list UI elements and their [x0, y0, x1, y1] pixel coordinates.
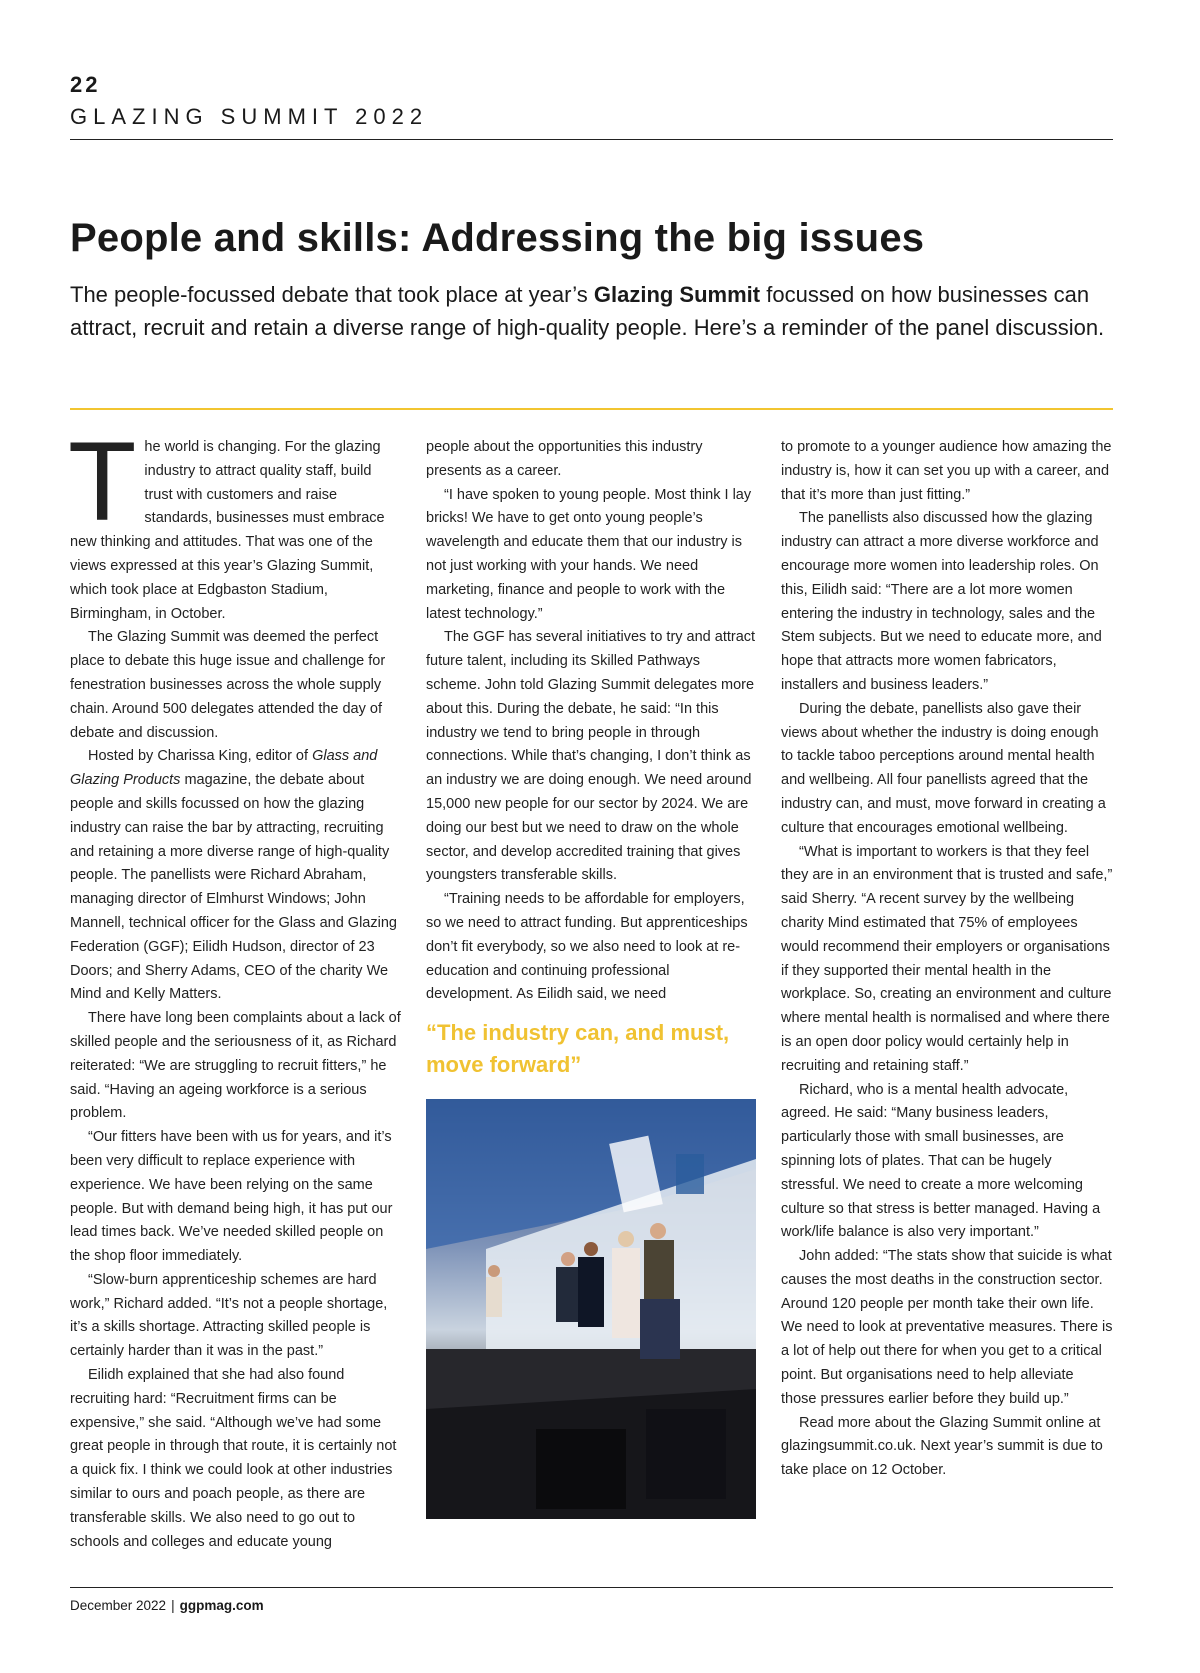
paragraph: The GGF has several initiatives to try and attract future talent, including its Skilled Pathways scheme. John told Glazing Summit delegates more about this. During the debate, he said: “In this industry we tend to bring people in through connections. While that’s changing, I don’t think as an industry we are doing enough. We need around 15,000 new people for our sector by 2024. We are doing our best but we need to draw on the whole sector, and develop accredited training that gives youngsters transferable skills. — [426, 629, 756, 884]
paragraph: Richard, who is a mental health advocate, agreed. He said: “Many business leaders, particularly those with small businesses, are spinning lots of plates. That can be hugely stressful. We need to create a more welcoming culture so that stress is better managed. Having a work/life balance is also very important.” — [781, 1081, 1101, 1241]
footer-divider — [70, 1587, 1113, 1588]
paragraph: “I have spoken to young people. Most think I lay bricks! We have to get onto young people’s wavelength and educate them that our industry is not just working with your hands. We need marketing, finance and people to work with the latest technology.” — [426, 486, 752, 622]
paragraph-text: he world is changing. For the glazing industry to attract quality staff, build trust with customers and raise standards, businesses must embrace new thinking and attitudes. That was one of the views expressed at this year’s Glazing Summit, which took place at Edgbaston Stadium, Birmingham, in October. — [70, 439, 385, 622]
paragraph — [68, 419, 402, 626]
section-title: GLAZING SUMMIT 2022 — [70, 104, 429, 129]
standfirst-text-end: focussed on how businesses can attract, recruit and retain a diverse range of high-quality people. Here’s a reminder of the panel discussion. — [70, 282, 1105, 340]
paragraph-text: magazine, the debate about people and skills focussed on how the glazing industry can raise the bar by attracting, recruiting and retaining a more diverse range of high-quality people. The panellists were Richard Abraham, managing director of Elmhurst Windows; John Mannell, technical officer for the Glass and Glazing Federation (GGF); Eilidh Hudson, director of 23 Doors; and Sherry Adams, CEO of the charity We Mind and Kelly Matters. — [70, 772, 397, 1003]
paragraph: “Our fitters have been with us for years, and it’s been very difficult to replace experience with experience. We have been relying on the same people. But with demand being high, it has put our lead times back. We’ve needed skilled people on the shop floor immediately. — [70, 1129, 393, 1265]
paragraph: During the debate, panellists also gave their views about whether the industry is doing enough to tackle taboo perceptions around mental health and wellbeing. All four panellists agreed that the industry can, and must, move forward in creating a culture that encourages emotional wellbeing. — [781, 700, 1106, 836]
paragraph: people about the opportunities this industry presents as a career. — [426, 439, 703, 479]
footer-separator: | — [171, 1598, 175, 1613]
standfirst-text: The people-focussed debate that took place at year’s — [70, 282, 594, 307]
paragraph: “What is important to workers is that they feel they are in an environment that is trusted and safe,” said Sherry. “A recent survey by the wellbeing charity Mind estimated that 75% of employees would recommend their employers or organisations if they supported their mental health in the workplace. So, creating an environment and culture where mental health is normalised and where there is an open door policy would certainly help in recruiting and retaining staff.” — [781, 843, 1113, 1074]
paragraph: “Training needs to be affordable for employers, so we need to attract funding. But apprenticeships don’t fit everybody, so we also need to look at re-education and continuing professional development. As Eilidh said, we need — [426, 891, 748, 1003]
paragraph: to promote to a younger audience how amazing the industry is, how it can set you up with a career, and that it’s more than just fitting.” — [781, 439, 1112, 503]
footer-date: December 2022 — [70, 1598, 167, 1613]
header-divider — [70, 139, 1113, 140]
pull-quote: “The industry can, and must, move forward” — [426, 1020, 730, 1078]
paragraph: The Glazing Summit was deemed the perfect place to debate this huge issue and challenge for fenestration businesses across the whole supply chain. Around 500 delegates attended the day of debate and discussion. — [70, 629, 386, 741]
panel-stage-photo — [426, 1099, 756, 1519]
paragraph: Read more about the Glazing Summit online at glazingsummit.co.uk. Next year’s summit is due to take place on 12 October. — [781, 1414, 1103, 1479]
paragraph — [70, 745, 402, 1007]
article-column-1 — [68, 419, 402, 1554]
magazine-title: Glass and Glazing Products — [70, 748, 378, 789]
article-column-2 — [426, 436, 758, 1519]
drop-cap: T — [68, 419, 137, 544]
standfirst-emphasis: Glazing Summit — [593, 282, 761, 307]
article-column-3 — [781, 436, 1113, 1483]
page-footer — [70, 1598, 264, 1613]
paragraph: “Slow-burn apprenticeship schemes are hard work,” Richard added. “It’s not a people shortage, it’s a skills shortage. Attracting skilled people is certainly harder than it was in the past.” — [70, 1271, 388, 1360]
accent-divider — [70, 408, 1113, 410]
paragraph: Eilidh explained that she had also found recruiting hard: “Recruitment firms can be expensive,” she said. “Although we’ve had some great people in through that route, it is certainly not a quick fix. I think we could look at other industries similar to ours and poach people, as there are transferable skills. We also need to go out to schools and colleges and educate young — [70, 1367, 397, 1550]
paragraph-text: Hosted by Charissa King, editor of — [88, 748, 313, 765]
photo-illustration — [426, 1099, 756, 1519]
footer-site-link[interactable]: ggpmag.com — [179, 1598, 264, 1613]
paragraph: The panellists also discussed how the glazing industry can attract a more diverse workforce and encourage more women into leadership roles. On this, Eilidh said: “There are a lot more women entering the industry in technology, sales and the Stem subjects. But we need to educate more, and hope that attracts more women fabricators, installers and business leaders.” — [781, 510, 1102, 693]
paragraph: John added: “The stats show that suicide is what causes the most deaths in the construction sector. Around 120 people per month take their own life. We need to look at preventative measures. There is a lot of help out there for when you get to a critical point. But organisations need to help alleviate those pressures earlier before they build up.” — [781, 1248, 1113, 1407]
page-number: 22 — [70, 72, 101, 97]
article-headline: People and skills: Addressing the big issues — [70, 216, 925, 260]
article-standfirst — [70, 278, 1130, 344]
paragraph: There have long been complaints about a lack of skilled people and the seriousness of it, as Richard reiterated: “We are struggling to recruit fitters,” he said. “Having an ageing workforce is a serious problem. — [70, 1010, 401, 1122]
